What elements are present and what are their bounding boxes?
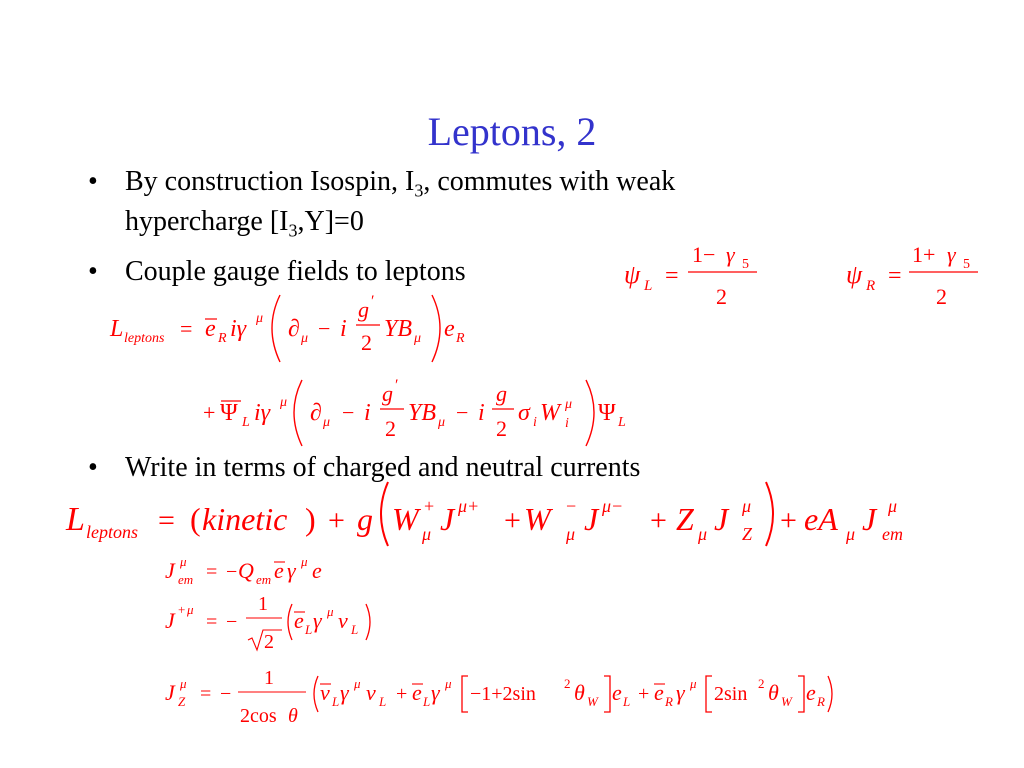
bullet-2: Couple gauge fields to leptons <box>125 256 466 287</box>
svg-text:+: + <box>396 683 408 705</box>
slide-title: Leptons, 2 <box>427 109 597 154</box>
svg-text:e: e <box>205 316 216 342</box>
svg-text:g: g <box>382 381 393 406</box>
svg-text:W: W <box>781 694 792 709</box>
svg-text:μ: μ <box>422 524 432 544</box>
svg-text:em: em <box>882 524 903 544</box>
svg-text:ψ: ψ <box>624 260 641 289</box>
svg-text:Z: Z <box>742 524 753 544</box>
svg-text:1: 1 <box>264 667 274 689</box>
svg-text:2: 2 <box>758 676 765 691</box>
svg-text:1: 1 <box>258 593 268 615</box>
svg-text:L: L <box>66 501 85 538</box>
svg-text:L: L <box>332 694 340 709</box>
svg-text:−: − <box>226 561 238 583</box>
svg-text:2cos: 2cos <box>240 705 277 727</box>
svg-text:e: e <box>412 680 422 705</box>
svg-text:em: em <box>256 572 272 587</box>
svg-text:e: e <box>444 316 455 342</box>
svg-text:μ: μ <box>180 676 187 691</box>
svg-text:e: e <box>806 680 816 705</box>
svg-text:): ) <box>305 501 316 537</box>
svg-text:Ψ: Ψ <box>220 400 238 426</box>
svg-text:leptons: leptons <box>86 522 138 542</box>
svg-text:μ: μ <box>414 331 422 346</box>
svg-text:2: 2 <box>496 416 507 441</box>
svg-text:YB: YB <box>384 316 413 342</box>
svg-text:W: W <box>587 694 598 709</box>
svg-text:=: = <box>206 611 218 633</box>
svg-text:∂: ∂ <box>288 316 300 342</box>
svg-text:i: i <box>533 415 537 430</box>
svg-text:ν: ν <box>366 680 376 705</box>
svg-text:μ: μ <box>323 415 331 430</box>
svg-text:L: L <box>423 694 431 709</box>
svg-text:R: R <box>866 278 876 294</box>
equation-j-plus <box>165 593 370 653</box>
svg-text:e: e <box>312 558 322 583</box>
svg-text:μ: μ <box>438 415 446 430</box>
svg-text:J: J <box>584 501 599 537</box>
svg-text:2: 2 <box>564 676 571 691</box>
svg-text:2: 2 <box>716 284 727 309</box>
svg-text:′: ′ <box>395 377 399 394</box>
svg-text:σ: σ <box>518 400 530 426</box>
svg-text:2: 2 <box>385 416 396 441</box>
svg-text:i: i <box>478 400 485 426</box>
equation-lagrangian-line-2 <box>203 377 626 446</box>
svg-text:μ: μ <box>846 524 856 544</box>
svg-text:eA: eA <box>804 501 838 537</box>
svg-text:+: + <box>178 602 186 617</box>
svg-text:+: + <box>650 504 667 537</box>
bullet-3: Write in terms of charged and neutral currents <box>125 452 641 483</box>
svg-text:g: g <box>358 297 369 322</box>
svg-text:+: + <box>203 400 216 425</box>
svg-text:em: em <box>178 572 194 587</box>
svg-text:−1+2sin: −1+2sin <box>470 683 536 705</box>
svg-text:e: e <box>612 680 622 705</box>
svg-text:θ: θ <box>288 705 298 727</box>
svg-text:iγ: iγ <box>254 400 271 426</box>
svg-text:′: ′ <box>371 293 375 310</box>
svg-text:+: + <box>424 496 435 516</box>
equation-psi-right <box>846 242 978 309</box>
svg-text:L: L <box>351 622 359 637</box>
svg-text:γ: γ <box>431 680 440 705</box>
svg-text:L: L <box>644 278 653 294</box>
equation-j-em <box>165 554 322 587</box>
svg-text:Z: Z <box>178 694 186 709</box>
bullet-1-line-1: By construction Isospin, $I_3$, commutes with weak <box>125 166 676 201</box>
svg-text:μ: μ <box>742 496 752 516</box>
equation-psi-left <box>624 242 757 309</box>
svg-text:L: L <box>379 694 387 709</box>
svg-text:−: − <box>226 611 238 633</box>
svg-text:i: i <box>364 400 371 426</box>
svg-text:ν: ν <box>320 680 330 705</box>
svg-text:μ: μ <box>698 524 708 544</box>
svg-text:(: ( <box>190 501 201 537</box>
svg-text:=: = <box>206 561 218 583</box>
svg-text:1−: 1− <box>692 242 716 267</box>
svg-text:J: J <box>714 501 729 537</box>
svg-text:Q: Q <box>238 558 254 583</box>
svg-text:γ: γ <box>313 608 322 633</box>
svg-text:θ: θ <box>574 680 585 705</box>
svg-text:γ: γ <box>676 680 685 705</box>
svg-text:γ: γ <box>726 242 735 267</box>
svg-text:=: = <box>200 683 212 705</box>
svg-text:YB: YB <box>408 400 437 426</box>
svg-text:J: J <box>165 608 175 633</box>
bullet-1-line-2: hypercharge $[I_3,Y]=0$ <box>125 206 364 241</box>
svg-text:+: + <box>638 683 650 705</box>
svg-text:γ: γ <box>340 680 349 705</box>
svg-text:μ: μ <box>301 554 308 569</box>
svg-text:kinetic: kinetic <box>202 501 288 537</box>
svg-text:2: 2 <box>361 330 372 355</box>
svg-text:μ: μ <box>690 676 697 691</box>
svg-text:L: L <box>623 694 631 709</box>
svg-text:e: e <box>294 608 304 633</box>
svg-text:ψ: ψ <box>846 260 863 289</box>
svg-text:=: = <box>665 263 679 289</box>
svg-text:μ: μ <box>327 604 334 619</box>
svg-text:μ−: μ− <box>602 496 624 516</box>
svg-text:W: W <box>524 501 551 537</box>
svg-text:μ: μ <box>354 676 361 691</box>
svg-text:γ: γ <box>287 558 296 583</box>
svg-text:ν: ν <box>338 608 348 633</box>
svg-text:μ: μ <box>301 331 309 346</box>
svg-text:i: i <box>565 416 569 431</box>
svg-text:−: − <box>456 400 469 425</box>
svg-text:+: + <box>328 504 345 537</box>
bullet-marker: • <box>88 452 98 483</box>
svg-text:R: R <box>817 694 825 709</box>
svg-text:L: L <box>618 415 626 430</box>
svg-text:R: R <box>456 331 465 346</box>
svg-text:θ: θ <box>768 680 779 705</box>
svg-text:Ψ: Ψ <box>598 400 616 426</box>
svg-text:L: L <box>305 622 313 637</box>
svg-text:R: R <box>665 694 673 709</box>
svg-text:μ+: μ+ <box>458 496 480 516</box>
svg-text:μ: μ <box>256 311 264 326</box>
svg-text:L: L <box>110 316 124 342</box>
svg-text:∂: ∂ <box>310 400 322 426</box>
svg-text:μ: μ <box>565 397 573 412</box>
svg-text:μ: μ <box>888 496 898 516</box>
svg-text:+: + <box>780 504 797 537</box>
svg-text:leptons: leptons <box>124 331 165 346</box>
svg-text:2: 2 <box>264 631 274 653</box>
svg-text:J: J <box>165 558 175 583</box>
bullet-marker: • <box>88 256 98 287</box>
svg-text:μ: μ <box>445 676 452 691</box>
svg-text:μ: μ <box>180 554 187 569</box>
svg-text:L: L <box>242 415 250 430</box>
svg-text:=: = <box>158 504 175 537</box>
equation-lagrangian-line-1 <box>109 293 465 362</box>
svg-text:1+: 1+ <box>912 242 936 267</box>
svg-text:−: − <box>220 683 232 705</box>
svg-text:W: W <box>540 400 560 426</box>
svg-text:Z: Z <box>676 501 694 537</box>
svg-text:=: = <box>888 263 902 289</box>
svg-text:g: g <box>496 381 507 406</box>
svg-text:=: = <box>180 316 193 341</box>
svg-text:2sin: 2sin <box>714 683 748 705</box>
svg-text:μ: μ <box>280 395 288 410</box>
equation-currents <box>65 482 903 546</box>
svg-text:+: + <box>504 504 521 537</box>
svg-text:−: − <box>342 400 355 425</box>
svg-text:iγ: iγ <box>230 316 247 342</box>
svg-text:J: J <box>165 680 175 705</box>
svg-text:i: i <box>340 316 347 342</box>
svg-text:2: 2 <box>936 284 947 309</box>
svg-text:e: e <box>654 680 664 705</box>
svg-text:e: e <box>274 558 284 583</box>
svg-text:W: W <box>392 501 419 537</box>
svg-text:μ: μ <box>187 602 194 617</box>
svg-text:J: J <box>862 501 877 537</box>
svg-text:J: J <box>440 501 455 537</box>
svg-text:R: R <box>218 331 227 346</box>
svg-text:γ: γ <box>947 242 956 267</box>
svg-text:5: 5 <box>742 257 749 272</box>
bullet-marker: • <box>88 166 98 197</box>
svg-text:5: 5 <box>963 257 970 272</box>
svg-text:−: − <box>318 316 331 341</box>
svg-text:−: − <box>566 496 577 516</box>
svg-text:g: g <box>357 501 373 537</box>
svg-text:μ: μ <box>566 524 576 544</box>
equation-j-z <box>165 667 832 727</box>
